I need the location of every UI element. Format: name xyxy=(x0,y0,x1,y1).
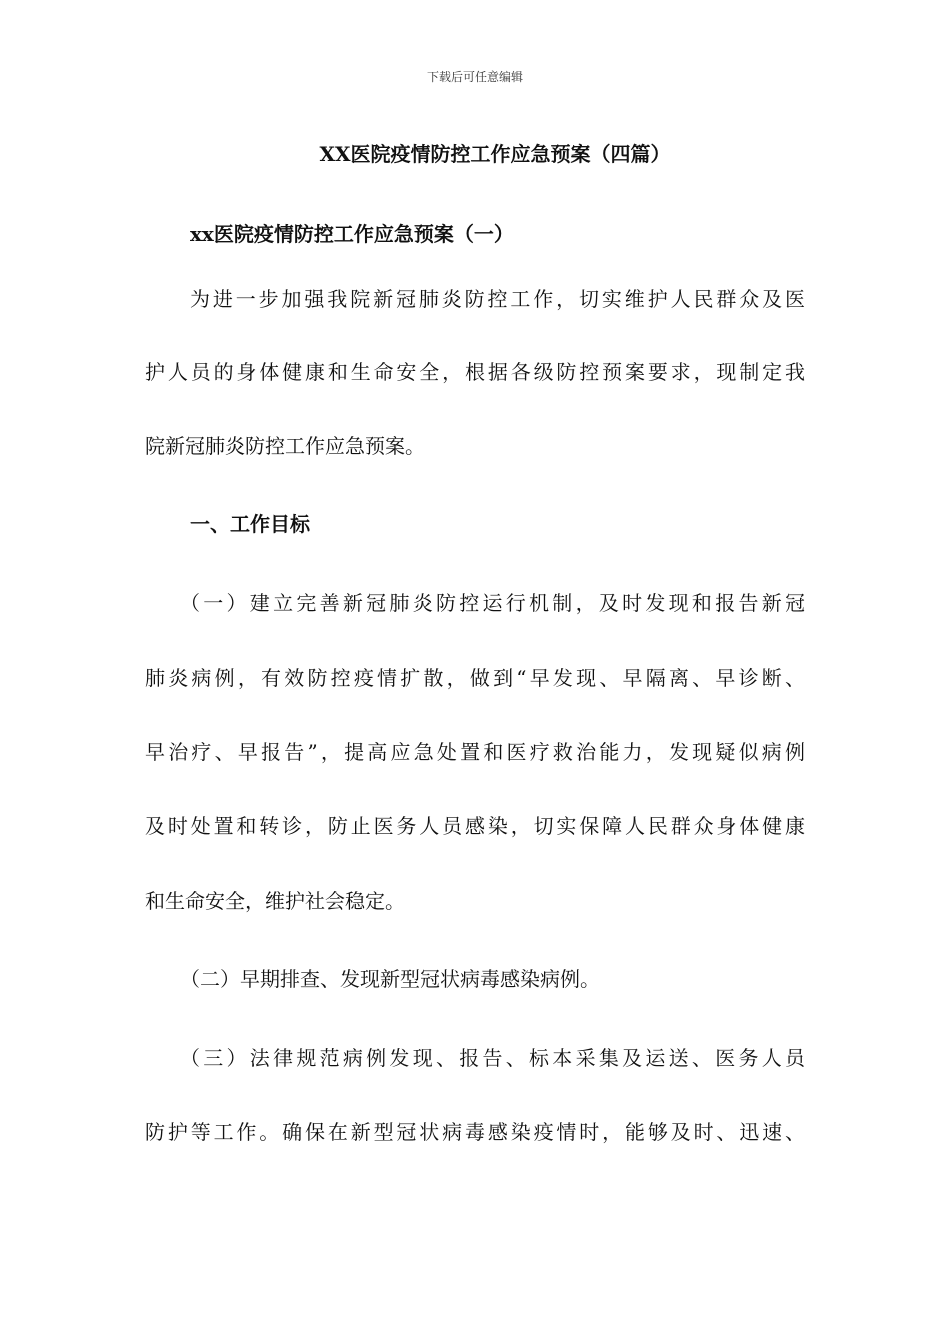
intro-line-3: 院新冠肺炎防控工作应急预案。 xyxy=(145,434,425,458)
goal3-line-2: 防护等工作。确保在新型冠状病毒感染疫情时，能够及时、迅速、 xyxy=(145,1120,805,1144)
goal-heading: 一、工作目标 xyxy=(190,512,310,536)
intro-line-2: 护人员的身体健康和生命安全，根据各级防控预案要求，现制定我 xyxy=(145,360,805,384)
document-title: XX医院疫情防控工作应急预案（四篇） xyxy=(319,142,671,166)
goal1-line-4: 及时处置和转诊，防止医务人员感染，切实保障人民群众身体健康 xyxy=(145,814,805,838)
goal1-line-2: 肺炎病例，有效防控疫情扩散，做到“早发现、早隔离、早诊断、 xyxy=(145,666,805,690)
goal3-line-1: （三）法律规范病例发现、报告、标本采集及运送、医务人员 xyxy=(180,1046,805,1070)
intro-line-1: 为进一步加强我院新冠肺炎防控工作，切实维护人民群众及医 xyxy=(190,287,805,311)
goal1-line-1: （一）建立完善新冠肺炎防控运行机制，及时发现和报告新冠 xyxy=(180,591,805,615)
header-note: 下载后可任意编辑 xyxy=(426,70,523,84)
section-heading: xx医院疫情防控工作应急预案（一） xyxy=(190,222,514,246)
goal1-line-5: 和生命安全，维护社会稳定。 xyxy=(145,889,405,913)
goal1-line-3: 早治疗、早报告”，提高应急处置和医疗救治能力，发现疑似病例 xyxy=(145,740,805,764)
goal2-line: （二）早期排查、发现新型冠状病毒感染病例。 xyxy=(180,967,600,991)
